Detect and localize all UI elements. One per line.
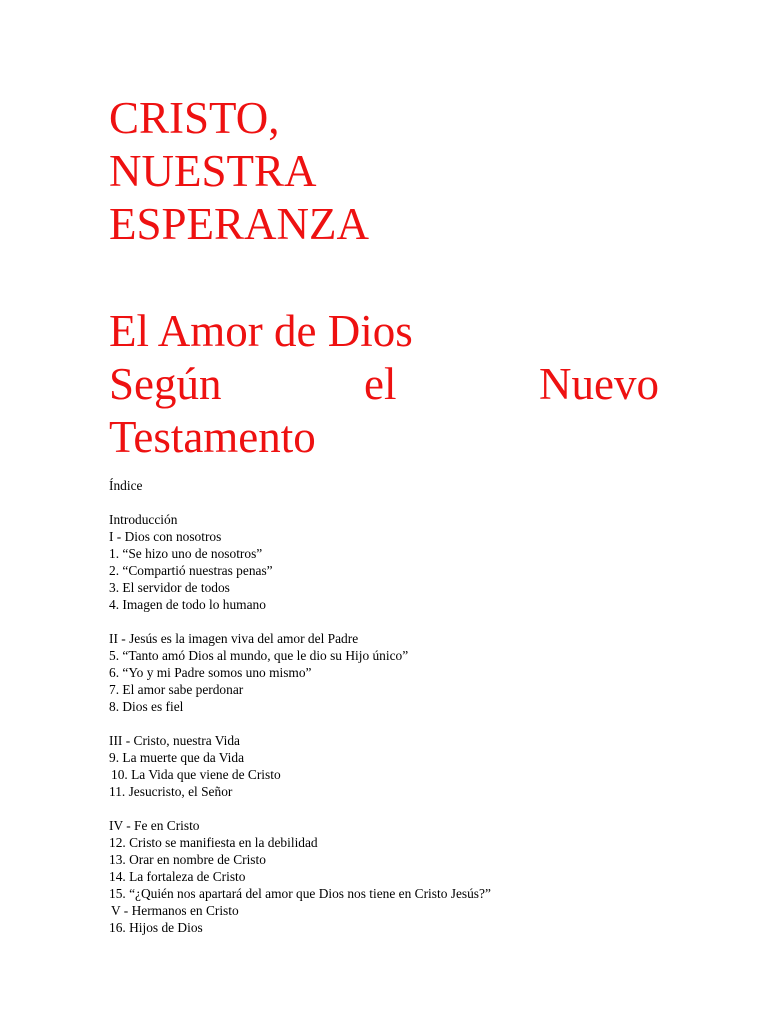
subtitle-word-1: Según [109, 359, 222, 409]
toc-section-heading: I - Dios con nosotros [109, 529, 222, 544]
toc-item: 10. La Vida que viene de Cristo [111, 767, 281, 782]
toc-section-1 [109, 528, 669, 613]
toc-section-heading: IV - Fe en Cristo [109, 818, 200, 833]
toc-item: 1. “Se hizo uno de nosotros” [109, 546, 263, 561]
title-line-2: NUESTRA [109, 146, 317, 196]
subtitle-line-2 [109, 358, 659, 411]
toc-section-heading: II - Jesús es la imagen viva del amor del Padre [109, 631, 359, 646]
title-spacer [109, 251, 659, 305]
toc-item: 3. El servidor de todos [109, 580, 230, 595]
toc-section-heading: III - Cristo, nuestra Vida [109, 733, 240, 748]
toc-item: 5. “Tanto amó Dios al mundo, que le dio su Hijo único” [109, 648, 409, 663]
toc-item: 15. “¿Quién nos apartará del amor que Dios nos tiene en Cristo Jesús?” [109, 886, 491, 901]
toc-section-4 [109, 817, 669, 902]
toc-item: 12. Cristo se manifiesta en la debilidad [109, 835, 318, 850]
title-line-1: CRISTO, [109, 93, 280, 143]
subtitle-word-2: el [364, 359, 397, 409]
toc-item: 11. Jesucristo, el Señor [109, 784, 233, 799]
toc-item: 9. La muerte que da Vida [109, 750, 245, 765]
toc-heading: Índice [109, 478, 143, 493]
subtitle-line-3: Testamento [109, 412, 316, 462]
toc-spacer [109, 613, 669, 630]
toc-item: 2. “Compartió nuestras penas” [109, 563, 273, 578]
toc-section-5 [109, 902, 669, 936]
toc-item: 16. Hijos de Dios [109, 920, 203, 935]
toc-item: 8. Dios es fiel [109, 699, 184, 714]
toc-section-heading: V - Hermanos en Cristo [111, 903, 239, 918]
toc-spacer [109, 715, 669, 732]
toc-item: 13. Orar en nombre de Cristo [109, 852, 266, 867]
toc-item: 7. El amor sabe perdonar [109, 682, 244, 697]
toc-intro: Introducción [109, 512, 178, 527]
toc-section-2 [109, 630, 669, 715]
toc-item: 4. Imagen de todo lo humano [109, 597, 266, 612]
toc-item: 14. La fortaleza de Cristo [109, 869, 246, 884]
table-of-contents [109, 477, 669, 936]
toc-item: 6. “Yo y mi Padre somos uno mismo” [109, 665, 312, 680]
toc-spacer [109, 800, 669, 817]
document-title [109, 92, 659, 464]
title-line-3: ESPERANZA [109, 199, 370, 249]
subtitle-word-3: Nuevo [539, 359, 659, 409]
subtitle-line-1: El Amor de Dios [109, 306, 413, 356]
toc-section-3 [109, 732, 669, 800]
